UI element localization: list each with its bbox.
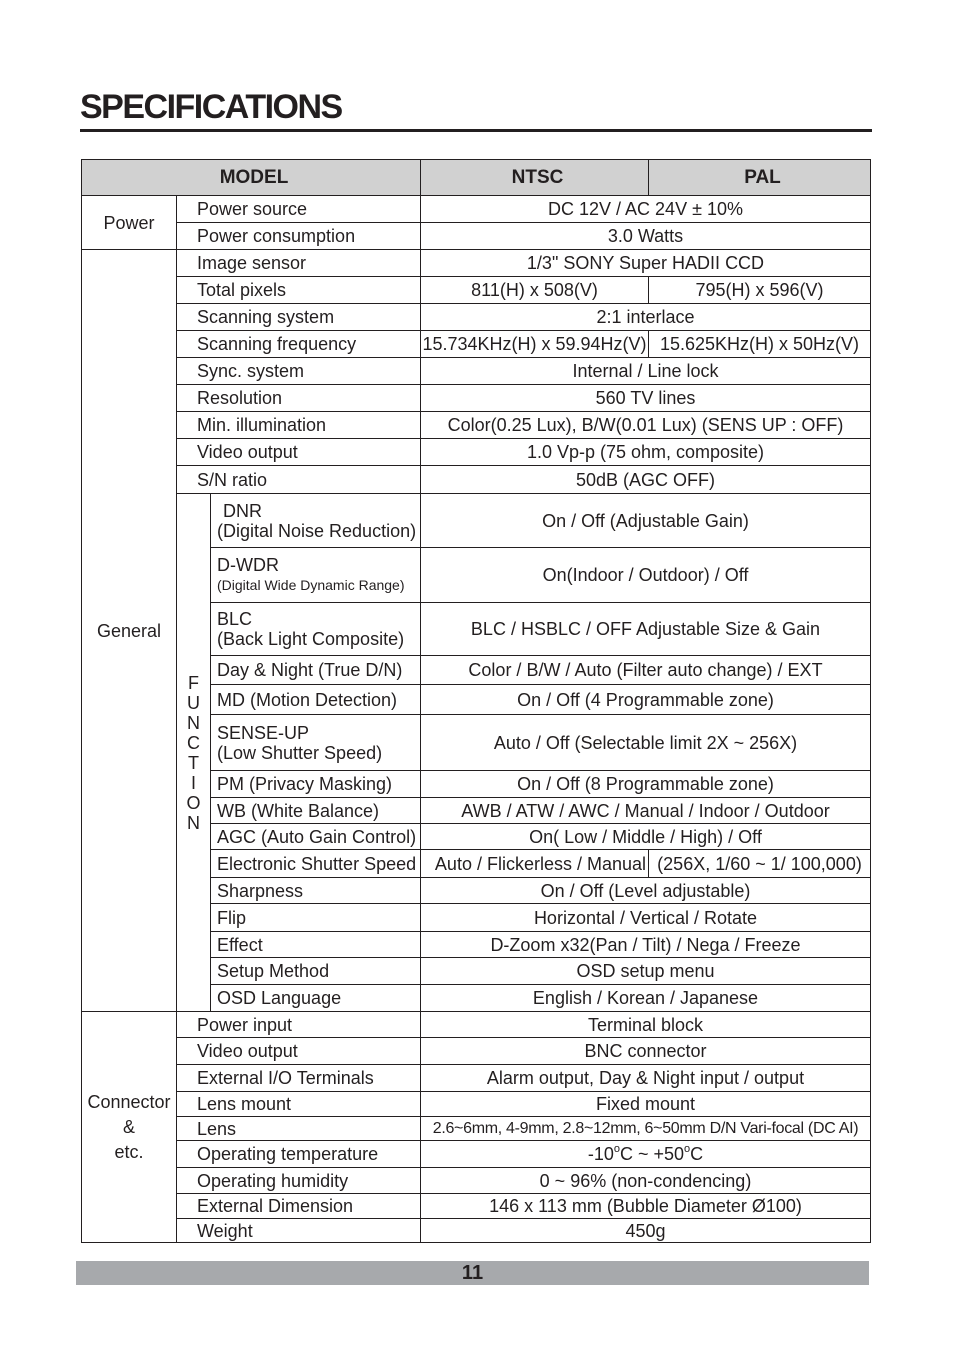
group-connector-line: &	[122, 1116, 135, 1137]
row-label: Power consumption	[177, 223, 421, 250]
row-value: 3.0 Watts	[421, 223, 871, 250]
function-label-sub: (Digital Wide Dynamic Range)	[217, 577, 405, 593]
row-label: Image sensor	[177, 250, 421, 277]
function-letter: U	[187, 692, 200, 713]
row-value: Terminal block	[421, 1012, 871, 1038]
function-label-sub: (Digital Noise Reduction)	[217, 520, 417, 541]
function-label-main: D-WDR	[217, 555, 279, 575]
row-label: Power input	[177, 1012, 421, 1038]
function-label-main: DNR	[223, 500, 262, 521]
table-row	[82, 331, 871, 358]
row-value: On(Indoor / Outdoor) / Off	[421, 548, 871, 603]
row-value: BLC / HSBLC / OFF Adjustable Size & Gain	[421, 603, 871, 656]
function-letter: T	[188, 752, 199, 773]
table-row	[82, 466, 871, 494]
row-value: 2.6~6mm, 4-9mm, 2.8~12mm, 6~50mm D/N Vari-focal (DC AI)	[421, 1117, 871, 1141]
row-value: Horizontal / Vertical / Rotate	[421, 904, 871, 932]
row-value: 1.0 Vp-p (75 ohm, composite)	[421, 439, 871, 466]
row-label: Video output	[177, 1038, 421, 1065]
table-row	[82, 250, 871, 277]
page-title: SPECIFICATIONS	[80, 88, 342, 126]
temp-mid: C ~ +50	[619, 1144, 685, 1164]
table-header-row	[82, 160, 871, 196]
function-letter: C	[187, 732, 200, 753]
row-value: 1/3" SONY Super HADII CCD	[421, 250, 871, 277]
row-label: Video output	[177, 439, 421, 466]
row-value: On / Off (4 Programmable zone)	[421, 685, 871, 715]
function-label: Electronic Shutter Speed	[211, 850, 421, 878]
table-row	[82, 385, 871, 412]
group-general: General	[82, 250, 177, 1012]
row-value: 50dB (AGC OFF)	[421, 466, 871, 494]
row-label: Sync. system	[177, 358, 421, 385]
function-label: Setup Method	[211, 958, 421, 985]
temp-low: -10	[587, 1144, 614, 1164]
degree-mark: o	[684, 1143, 691, 1155]
row-label: S/N ratio	[177, 466, 421, 494]
table-row	[82, 223, 871, 250]
table-row	[82, 196, 871, 223]
function-label: WB (White Balance)	[211, 798, 421, 824]
row-value-ntsc: Auto / Flickerless / Manual	[421, 850, 649, 878]
function-letter: N	[187, 712, 200, 733]
title-rule	[80, 129, 872, 132]
row-value: 560 TV lines	[421, 385, 871, 412]
row-value: Auto / Off (Selectable limit 2X ~ 256X)	[421, 715, 871, 771]
row-value: D-Zoom x32(Pan / Tilt) / Nega / Freeze	[421, 932, 871, 958]
footer-bar	[76, 1261, 869, 1285]
table-row	[82, 304, 871, 331]
row-value: On( Low / Middle / High) / Off	[421, 824, 871, 850]
row-label: Lens	[177, 1117, 421, 1141]
function-label	[211, 494, 421, 548]
function-label: Sharpness	[211, 878, 421, 904]
row-value: On / Off (Adjustable Gain)	[421, 494, 871, 548]
row-label: Total pixels	[177, 277, 421, 304]
row-value: BNC connector	[421, 1038, 871, 1065]
row-label: Power source	[177, 196, 421, 223]
row-label: External Dimension	[177, 1194, 421, 1219]
group-connector	[82, 1012, 177, 1243]
row-value: English / Korean / Japanese	[421, 985, 871, 1012]
row-label: Scanning frequency	[177, 331, 421, 358]
header-ntsc: NTSC	[421, 160, 649, 196]
row-value: 450g	[421, 1219, 871, 1243]
table-row	[82, 1065, 871, 1092]
degree-mark: o	[613, 1143, 620, 1155]
row-value-temperature	[421, 1141, 871, 1168]
row-value: DC 12V / AC 24V ± 10%	[421, 196, 871, 223]
row-value: Color(0.25 Lux), B/W(0.01 Lux) (SENS UP : OFF)	[421, 412, 871, 439]
row-value: 2:1 interlace	[421, 304, 871, 331]
table-row	[82, 1012, 871, 1038]
row-value: OSD setup menu	[421, 958, 871, 985]
table-row	[82, 1168, 871, 1194]
row-value: AWB / ATW / AWC / Manual / Indoor / Outdoor	[421, 798, 871, 824]
table-row	[82, 1194, 871, 1219]
table-row	[82, 358, 871, 385]
row-value: On / Off (8 Programmable zone)	[421, 771, 871, 798]
row-value-ntsc: 15.734KHz(H) x 59.94Hz(V)	[421, 331, 649, 358]
function-letter: F	[188, 672, 199, 693]
page-number: 11	[461, 1262, 484, 1284]
function-label	[211, 548, 421, 603]
row-value: Fixed mount	[421, 1092, 871, 1117]
row-value-pal: 795(H) x 596(V)	[649, 277, 871, 304]
row-value: Alarm output, Day & Night input / output	[421, 1065, 871, 1092]
row-value-ntsc: 811(H) x 508(V)	[421, 277, 649, 304]
row-value: Internal / Line lock	[421, 358, 871, 385]
row-label: Scanning system	[177, 304, 421, 331]
row-label: Operating humidity	[177, 1168, 421, 1194]
row-label: External I/O Terminals	[177, 1065, 421, 1092]
row-value: 0 ~ 96% (non-condencing)	[421, 1168, 871, 1194]
function-letter: I	[190, 772, 196, 793]
function-letter: N	[187, 812, 200, 833]
function-label: AGC (Auto Gain Control)	[211, 824, 421, 850]
header-model: MODEL	[82, 160, 421, 196]
function-label: Flip	[211, 904, 421, 932]
header-pal: PAL	[649, 160, 871, 196]
table-row	[82, 1038, 871, 1065]
spec-table	[81, 159, 871, 1243]
row-value: Color / B/W / Auto (Filter auto change) / EXT	[421, 656, 871, 685]
group-connector-line: Connector	[87, 1091, 171, 1112]
row-label: Resolution	[177, 385, 421, 412]
function-vertical-label	[177, 494, 211, 1012]
table-row	[82, 1092, 871, 1117]
row-value: 146 x 113 mm (Bubble Diameter Ø100)	[421, 1194, 871, 1219]
group-connector-line: etc.	[114, 1141, 144, 1162]
function-letter: O	[186, 792, 201, 813]
function-label	[211, 603, 421, 656]
table-row	[82, 1117, 871, 1141]
function-label: MD (Motion Detection)	[211, 685, 421, 715]
function-label: Effect	[211, 932, 421, 958]
table-row	[82, 412, 871, 439]
function-label-sub: (Low Shutter Speed)	[217, 742, 383, 763]
function-label-sub: (Back Light Composite)	[217, 629, 405, 649]
row-value: On / Off (Level adjustable)	[421, 878, 871, 904]
function-label: OSD Language	[211, 985, 421, 1012]
temp-unit: C	[690, 1144, 704, 1164]
row-label: Weight	[177, 1219, 421, 1243]
function-label-main: SENSE-UP	[217, 722, 310, 743]
row-label: Operating temperature	[177, 1141, 421, 1168]
row-label: Lens mount	[177, 1092, 421, 1117]
table-row	[82, 439, 871, 466]
function-label	[211, 715, 421, 771]
function-label: Day & Night (True D/N)	[211, 656, 421, 685]
table-row	[82, 1141, 871, 1168]
function-label-main: BLC	[217, 609, 253, 629]
table-row	[82, 1219, 871, 1243]
table-row	[82, 494, 871, 548]
row-value-pal: 15.625KHz(H) x 50Hz(V)	[649, 331, 871, 358]
function-label: PM (Privacy Masking)	[211, 771, 421, 798]
row-label: Min. illumination	[177, 412, 421, 439]
row-value-pal: (256X, 1/60 ~ 1/ 100,000)	[649, 850, 871, 878]
table-row	[82, 277, 871, 304]
group-power: Power	[82, 196, 177, 250]
